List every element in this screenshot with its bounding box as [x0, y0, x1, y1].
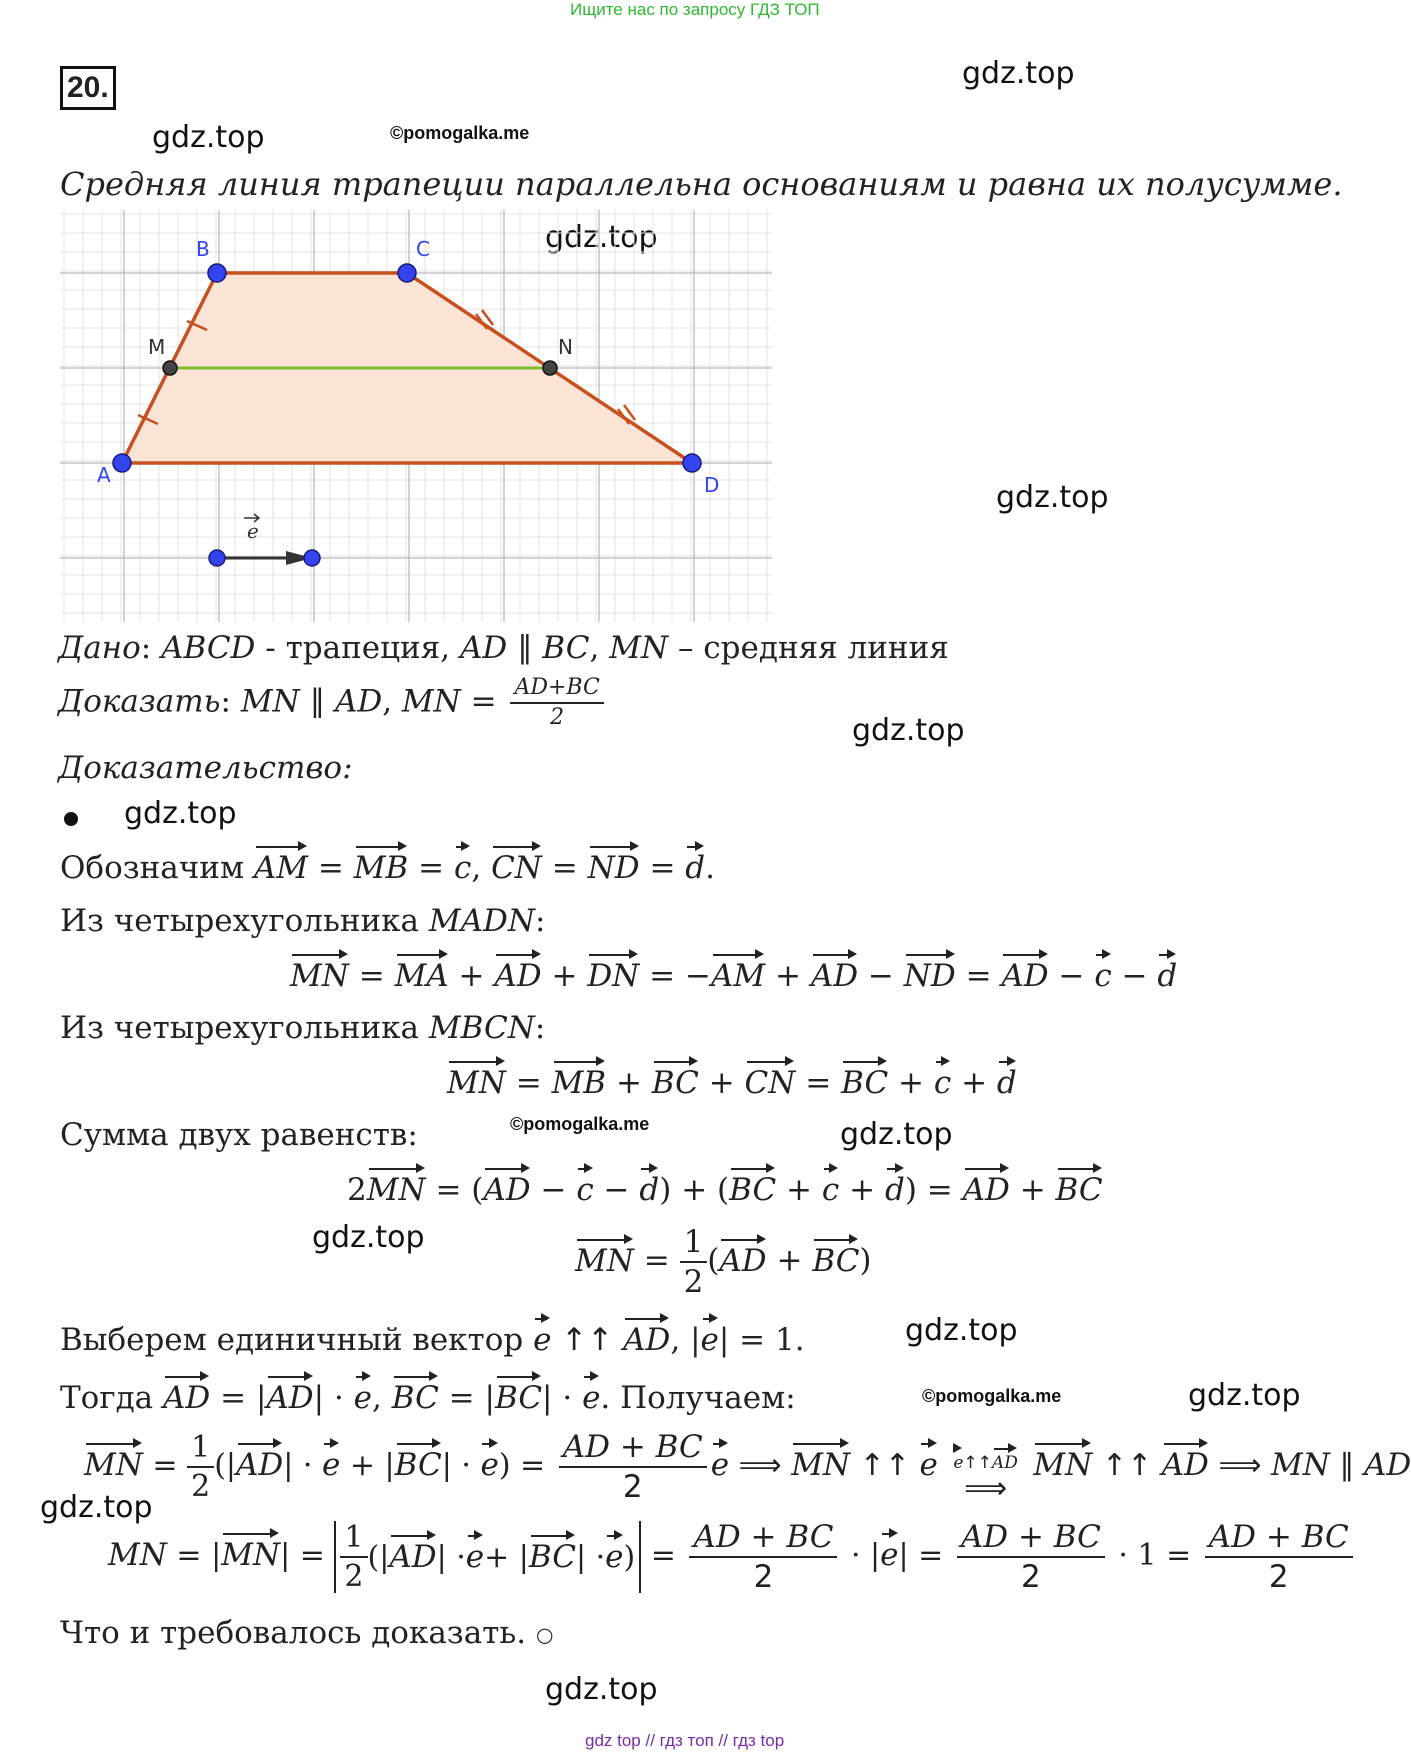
label-n: N [558, 335, 573, 359]
vector-start-point [209, 550, 225, 566]
proof-label: Доказательство: [58, 750, 353, 786]
label-c: C [416, 237, 430, 261]
given-text-1: - трапеция, [255, 630, 460, 666]
sum-line: Сумма двух равенств: [60, 1117, 418, 1153]
watermark-site: gdz.top [1188, 1378, 1301, 1413]
point-c [398, 264, 416, 282]
equation-madn: MN = MA + AD + DN = −AM + AD − ND = AD − c − d [290, 958, 1178, 994]
point-b [208, 264, 226, 282]
equation-sum: 2MN = (AD − c − d) + (BC + c + d) = AD + BC [347, 1172, 1103, 1208]
point-a [113, 454, 131, 472]
trapezoid-figure [60, 210, 772, 622]
watermark-copyright: ©pomogalka.me [390, 123, 530, 143]
then-line: Тогда AD = |AD| · e, BC = |BC| · e. Получаем: [60, 1380, 796, 1416]
equation-mbcn: MN = MB + BC + CN = BC + c + d [447, 1065, 1017, 1101]
watermark-site: gdz.top [962, 56, 1075, 91]
equation-half: MN = $\frac{1}{2}$ (AD + BC) [575, 1224, 872, 1301]
label-vector-e: e [247, 519, 259, 543]
given-line: Дано: ABCD - трапеция, AD ∥ BC, MN – средняя линия [58, 630, 949, 666]
given-text-2: – средняя линия [668, 630, 949, 666]
vector-end-point [304, 550, 320, 566]
watermark-site: gdz.top [840, 1117, 953, 1152]
bullet-point [64, 812, 78, 826]
theorem-statement: Средняя линия трапеции параллельна основаниям и равна их полусумме. [60, 165, 1343, 203]
watermark-site: gdz.top [852, 713, 965, 748]
watermark-site: gdz.top [905, 1313, 1018, 1348]
label-d: D [704, 473, 720, 497]
watermark-site: gdz.top [40, 1490, 153, 1525]
watermark-copyright: ©pomogalka.me [510, 1114, 650, 1134]
watermark-site: gdz.top [545, 1672, 658, 1707]
madn-line: Из четырехугольника MADN: [60, 903, 546, 939]
qed-line: Что и требовалось доказать. ○ [60, 1615, 554, 1651]
watermark-site: gdz.top [545, 220, 658, 255]
given-label: Дано [58, 630, 141, 666]
watermark-site: gdz.top [996, 480, 1109, 515]
prove-label: Доказать [58, 683, 221, 720]
problem-number: 20. [60, 66, 116, 110]
label-a: A [97, 463, 111, 487]
watermark-site: gdz.top [312, 1220, 425, 1255]
watermark-copyright: ©pomogalka.me [922, 1386, 1062, 1406]
denote-line: Обозначим AM = MB = c, CN = ND = d. [60, 850, 715, 886]
choose-line: Выберем единичный вектор e ↑↑ AD, |e| = 1. [60, 1322, 805, 1358]
point-d [683, 454, 701, 472]
qed-circle-icon: ○ [535, 1622, 554, 1647]
label-m: M [148, 335, 166, 359]
label-b: B [196, 237, 210, 261]
equation-direction: MN = $\frac{1}{2}$ (|AD| · e + |BC| · e) = $\frac{AD + BC}{2}$ e ⟹ MN ↑↑ e e↑↑AD ⟹ MN ↑↑ AD ⟹ MN ∥ AD [84, 1429, 1411, 1507]
equation-length: MN = |MN| = $\frac{1}{2}$ (| AD | · e + | BC | · e ) = $\frac{AD + BC}{2}$ · |e| = $\frac{AD + BC}{2}$ · 1 = $\frac{AD + BC}{2}$ [108, 1520, 1357, 1594]
point-m [163, 361, 177, 375]
mbcn-line: Из четырехугольника MBCN: [60, 1010, 546, 1046]
point-n [543, 361, 557, 375]
top-banner[interactable]: Ищите нас по запросу ГДЗ ТОП [570, 0, 820, 19]
prove-line: Доказать: MN ∥ AD, MN = $\frac{AD+BC}{2}$ [58, 676, 608, 730]
footer-links[interactable]: gdz top // гдз топ // гдз top [585, 1731, 785, 1750]
watermark-site: gdz.top [152, 120, 265, 155]
watermark-site: gdz.top [124, 796, 237, 831]
